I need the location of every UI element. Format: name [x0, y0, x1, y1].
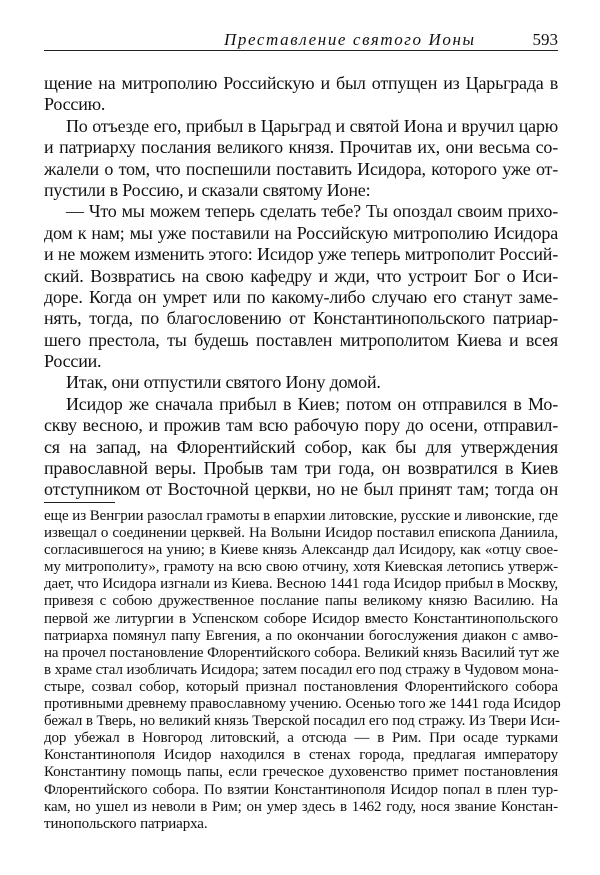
text-line: жалели о том, что поспешили поставить Исидора, которого уже от-	[44, 158, 558, 179]
text-line: православной веры. Пробыв там три года, он возвратился в Киев	[44, 458, 558, 479]
running-title: Преставление святого Ионы	[224, 30, 476, 49]
text-line: дом к нам; мы уже поставили на Российскую митрополию Исидора	[44, 222, 558, 243]
text-line: скву весною, и прожив там всю рабочую пору до осени, отправил-	[44, 415, 558, 436]
text-line: — Что мы можем теперь сделать тебе? Ты опоздал своим прихо-	[66, 201, 558, 222]
paragraph	[44, 116, 558, 202]
text-line: ский. Возвратись на свою кафедру и жди, что устроит Бог о Иси-	[44, 265, 558, 286]
text-line: и патриарху послания великого князя. Прочитав их, они весьма со-	[44, 137, 558, 158]
footnote-line: в храме стал изобличать Исидора; затем посадил его под стражу в Чудовом мона-	[44, 661, 559, 678]
footnote-divider	[44, 502, 115, 503]
footnote-line: первой же литургии в Успенском соборе Исидор вместо Константинопольского	[44, 610, 558, 627]
page-number: 593	[532, 30, 558, 49]
footnote-line: дор убежал в Новгород литовский, а отсюда — в Рим. При осаде турками	[44, 730, 558, 747]
text-line: щение на митрополию Российскую и был отпущен из Царьграда в	[44, 73, 558, 93]
text-line: отступником от Восточной церкви, но не был принят там; тогда он	[44, 479, 558, 500]
text-line: нять, тогда, по благословению от Константинопольского патриар-	[44, 308, 558, 329]
paragraph	[44, 394, 558, 501]
footnote	[44, 508, 561, 833]
footnote-line: дает, что Исидора изгнали из Киева. Весною 1441 года Исидор прибыл в Москву,	[44, 576, 558, 593]
paragraph	[44, 73, 558, 116]
text-line: России.	[44, 351, 102, 372]
paragraph	[44, 201, 558, 372]
text-line: доре. Когда он умрет или по какому-либо случаю его станут заме-	[44, 286, 558, 307]
text-line: По отъезде его, прибыл в Царьград и святой Иона и вручил царю	[66, 115, 558, 136]
main-text	[44, 73, 558, 501]
running-header	[44, 30, 558, 51]
text-line: шего престола, ты будешь поставлен митрополитом Киева и всея	[44, 329, 558, 350]
footnote-line: тинопольского патриарха.	[44, 815, 208, 832]
text-line: Исидор же сначала прибыл в Киев; потом он отправился в Мо-	[66, 393, 558, 414]
footnote-line: противными древнему православному учению. Осенью того же 1441 года Исидор	[44, 696, 561, 713]
footnote-line: патриарха помянул папу Евгения, а по окончании богослужения диакон с амво-	[44, 627, 558, 644]
text-line: Итак, они отпустили святого Иону домой.	[66, 372, 381, 393]
footnote-line: бежал в Тверь, но великий князь Тверской посадил его под стражу. Из Твери Иси-	[44, 713, 560, 730]
footnote-line: согласившегося на унию; в Киеве князь Александр дал Исидору, как «отцу свое-	[44, 542, 558, 559]
text-line: Россию.	[44, 94, 106, 115]
footnote-line: извещал о соединении церквей. На Волыни Исидор поставил епископа Даниила,	[44, 525, 558, 542]
footnote-line: Константину помощь папы, если греческое духовенство примет постановления	[44, 764, 558, 781]
footnote-line: еще из Венгрии разослал грамоты в епархии литовские, русские и ливонские, где	[44, 508, 558, 524]
text-line: ся на запад, на Флорентийский собор, как бы для утверждения	[44, 436, 558, 457]
footnote-line: на прочел постановление Флорентийского собора. Великий князь Василий тут же	[44, 644, 560, 661]
footnote-line: стыре, созвал собор, который признал постановления Флорентийского собора	[44, 678, 558, 695]
text-line: пустили в Россию, и сказали святому Ионе:	[44, 179, 371, 200]
footnote-line: кам, но ушел из неволи в Рим; он умер здесь в 1462 году, нося звание Констан-	[44, 798, 558, 815]
footnote-line: привезя с собою дружественное послание папы великому князю Василию. На	[44, 593, 558, 610]
footnote-line: Флорентийского собора. По взятии Константинополя Исидор попал в плен тур-	[44, 781, 558, 798]
text-line: и не можем изменить этого: Исидор уже теперь митрополит Россий-	[44, 244, 558, 265]
footnote-line: Константинополя Исидор находился в стенах города, предлагая императору	[44, 747, 558, 764]
paragraph	[44, 372, 558, 393]
footnote-line: му митрополиту», грамоту на всю свою отчину, хотя Киевская летопись утверж-	[44, 559, 558, 576]
